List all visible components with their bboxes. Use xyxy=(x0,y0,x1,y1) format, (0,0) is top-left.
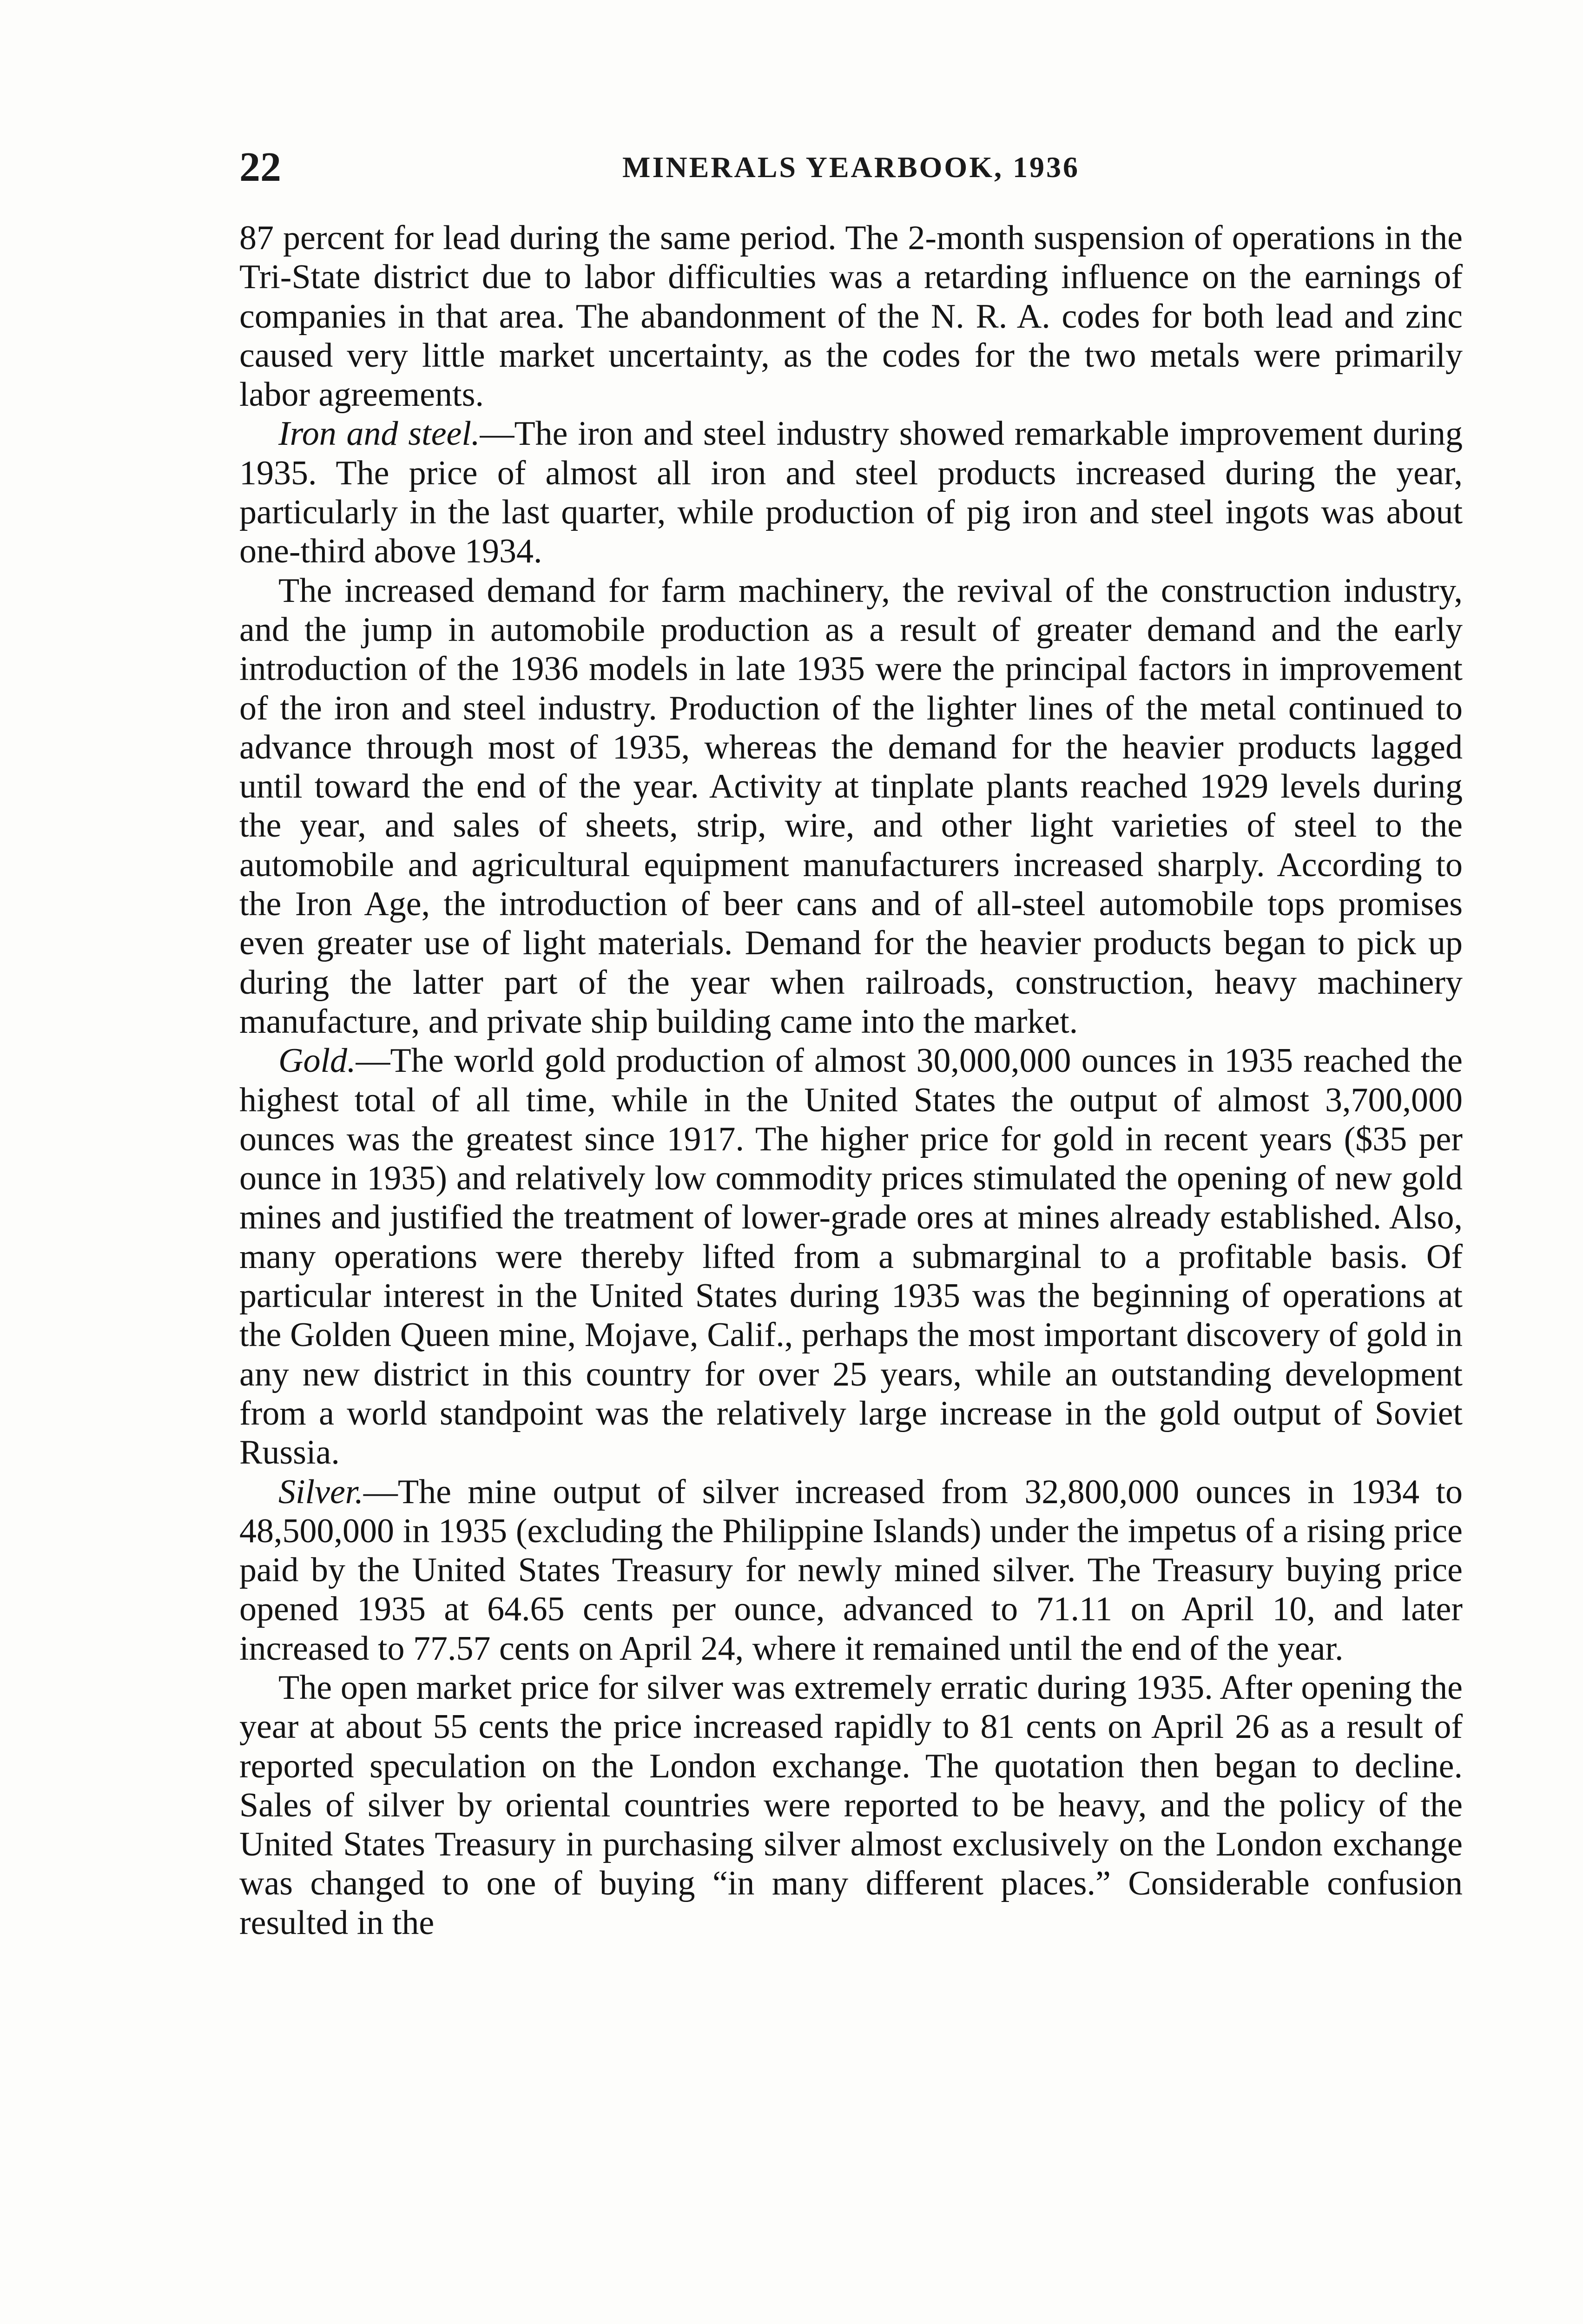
paragraph-silver xyxy=(239,1472,1463,1668)
page-number: 22 xyxy=(239,144,281,190)
paragraph-text: —The iron and steel industry showed remarkable improvement during 1935. The price of almost all iron and steel products increased during the year, particularly in the last quarter, while production of pig iron and steel ingots was about one-third above 1934. xyxy=(239,415,1463,571)
section-lead-gold: Gold. xyxy=(278,1042,356,1080)
paragraph-text: —The world gold production of almost 30,000,000 ounces in 1935 reached the highest total of all time, while in the United States the output of almost 3,700,000 ounces was the greatest since 1917. The higher price for gold in recent years ($35 per ounce in 1935) and relatively low commodity prices stimulated the opening of new gold mines and justified the treatment of lower-grade ores at mines already established. Also, many operations were thereby lifted from a submarginal to a profitable basis. Of particular interest in the United States during 1935 was the beginning of operations at the Golden Queen mine, Mojave, Calif., perhaps the most important discovery of gold in any new district in this country for over 25 years, while an outstanding development from a world standpoint was the relatively large increase in the gold output of Soviet Russia. xyxy=(239,1042,1463,1472)
running-title: MINERALS YEARBOOK, 1936 xyxy=(622,151,1080,184)
page-header xyxy=(239,139,1463,195)
paragraph-iron-steel xyxy=(239,414,1463,571)
paragraph-iron-steel-demand xyxy=(239,571,1463,1042)
paragraph-lead-zinc-continued xyxy=(239,218,1463,414)
paragraph-silver-market xyxy=(239,1668,1463,1942)
paragraph-gold xyxy=(239,1041,1463,1472)
paragraph-text: —The mine output of silver increased from 32,800,000 ounces in 1934 to 48,500,000 in 1935 (excluding the Philippine Islands) under the impetus of a rising price paid by the United States Treasury for newly mined silver. The Treasury buying price opened 1935 at 64.65 cents per ounce, advanced to 71.11 on April 10, and later increased to 77.57 cents on April 24, where it remained until the end of the year. xyxy=(239,1472,1463,1668)
paragraph-text: The open market price for silver was extremely erratic during 1935. After opening the year at about 55 cents the price increased rapidly to 81 cents on April 26 as a result of reported speculation on the London exchange. The quotation then began to decline. Sales of silver by oriental countries were reported to be heavy, and the policy of the United States Treasury in purchasing silver almost exclusively on the London exchange was changed to one of buying “in many different places.” Considerable confusion resulted in the xyxy=(239,1668,1463,1942)
body-text xyxy=(239,218,1463,1942)
paragraph-text: 87 percent for lead during the same period. The 2-month suspension of operations in the Tri-State district due to labor difficulties was a retarding influence on the earnings of companies in that area. The abandonment of the N. R. A. codes for both lead and zinc caused very little market uncertainty, as the codes for the two metals were primarily labor agreements. xyxy=(239,219,1463,414)
paragraph-text: The increased demand for farm machinery, the revival of the construction industry, and the jump in automobile production as a result of greater demand and the early introduction of the 1936 models in late 1935 were the principal factors in improvement of the iron and steel industry. Production of the lighter lines of the metal continued to advance through most of 1935, whereas the demand for the heavier products lagged until toward the end of the year. Activity at tinplate plants reached 1929 levels during the year, and sales of sheets, strip, wire, and other light varieties of steel to the automobile and agricultural equipment manufacturers increased sharply. According to the Iron Age, the introduction of beer cans and of all-steel automobile tops promises even greater use of light materials. Demand for the heavier products began to pick up during the latter part of the year when railroads, construction, heavy machinery manufacture, and private ship building came into the market. xyxy=(239,571,1463,1041)
section-lead-silver: Silver. xyxy=(278,1472,363,1511)
section-lead-iron-steel: Iron and steel. xyxy=(278,415,480,453)
